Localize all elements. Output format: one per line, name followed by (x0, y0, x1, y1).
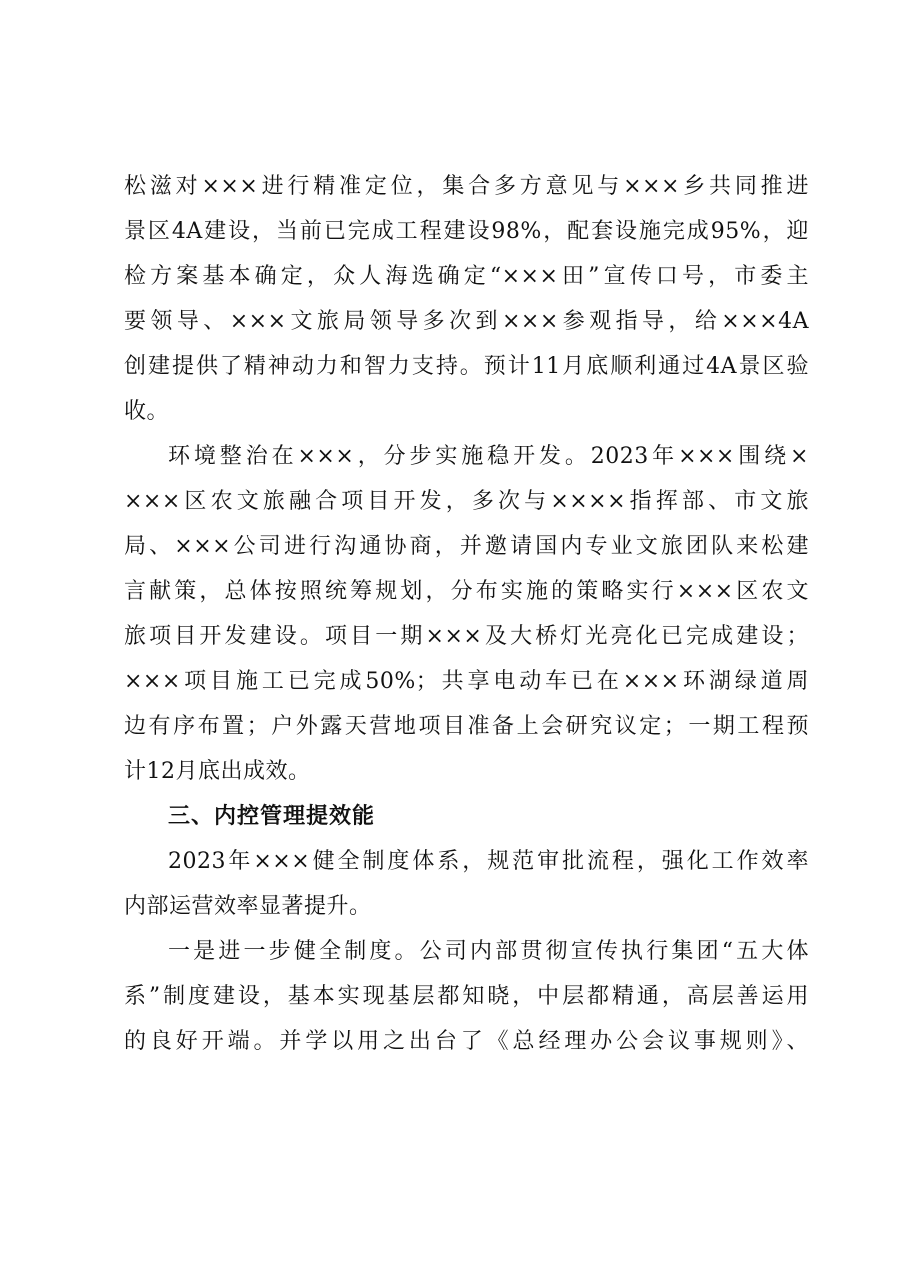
paragraph-line: 内部运营效率显著提升。 (124, 894, 372, 919)
paragraph-line: 边有序布置；户外露天营地项目准备上会研究议定；一期工程预 (124, 714, 809, 739)
paragraph-line: ×××项目施工已完成50%；共享电动车已在×××环湖绿道周 (124, 669, 809, 694)
paragraph-line: 的良好开端。并学以用之出台了《总经理办公会议事规则》、 (124, 1029, 809, 1054)
paragraph-line: 言献策，总体按照统筹规划，分布实施的策略实行×××区农文 (124, 579, 809, 604)
paragraph-first-line: 2023年×××健全制度体系，规范审批流程，强化工作效率 (168, 849, 809, 874)
paragraph-line: 旅项目开发建设。项目一期×××及大桥灯光亮化已完成建设； (124, 624, 809, 649)
document-body (124, 164, 809, 1064)
paragraph-line: 景区4A建设，当前已完成工程建设98%，配套设施完成95%，迎 (124, 219, 809, 244)
paragraph-line: 松滋对×××进行精准定位，集合多方意见与×××乡共同推进 (124, 174, 809, 199)
paragraph-line: 系”制度建设，基本实现基层都知晓，中层都精通，高层善运用 (124, 984, 809, 1009)
paragraph-line: 创建提供了精神动力和智力支持。预计11月底顺利通过4A景区验 (124, 354, 809, 379)
paragraph-first-line: 环境整治在×××，分步实施稳开发。2023年×××围绕× (168, 444, 809, 469)
paragraph-line: 收。 (124, 399, 170, 424)
paragraph-first-line: 一是进一步健全制度。公司内部贯彻宣传执行集团“五大体 (168, 939, 809, 964)
section-heading: 三、内控管理提效能 (168, 804, 376, 829)
paragraph-line: 要领导、×××文旅局领导多次到×××参观指导，给×××4A (124, 309, 809, 334)
paragraph-line: 局、×××公司进行沟通协商，并邀请国内专业文旅团队来松建 (124, 534, 809, 559)
paragraph-line: 检方案基本确定，众人海选确定“×××田”宣传口号，市委主 (124, 264, 809, 289)
paragraph-line: 计12月底出成效。 (124, 759, 311, 784)
paragraph-line: ×××区农文旅融合项目开发，多次与××××指挥部、市文旅 (124, 489, 809, 514)
